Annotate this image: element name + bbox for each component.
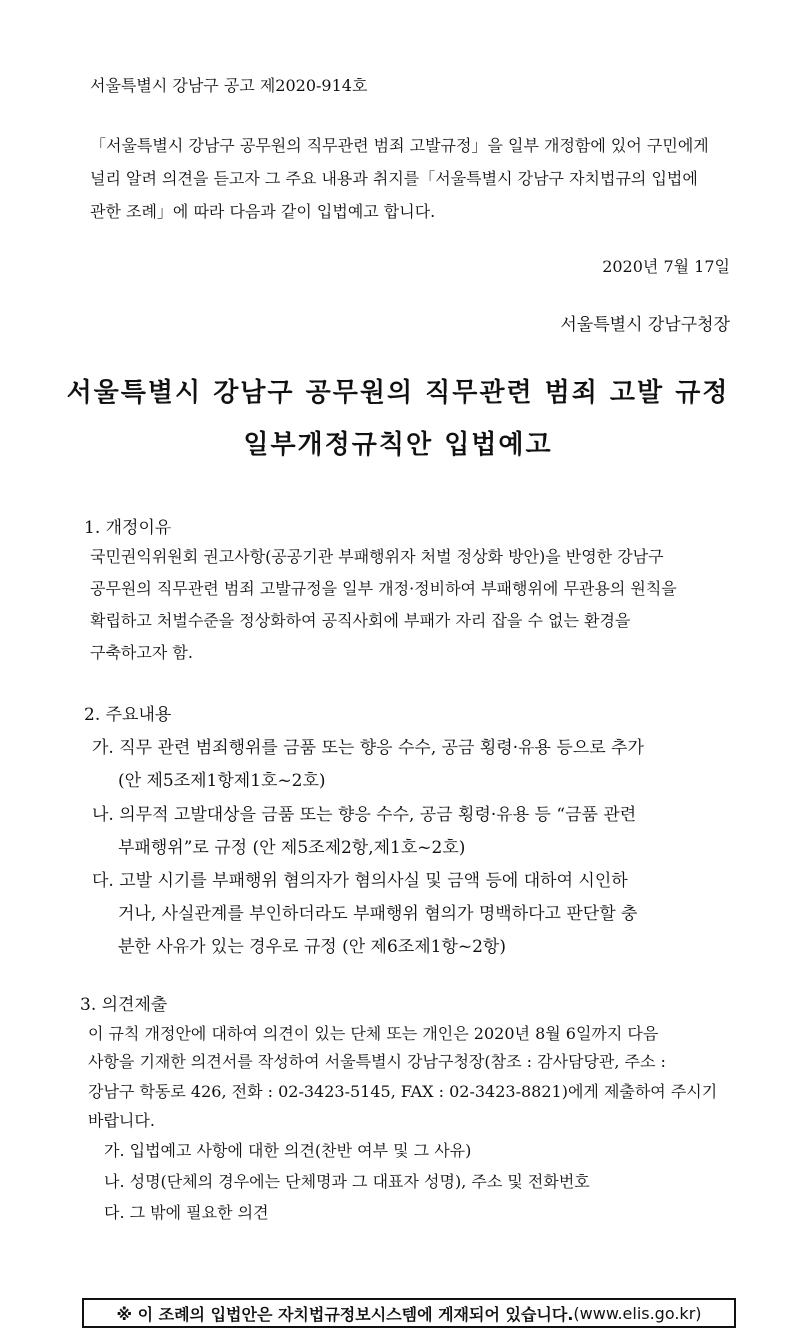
opinion-line: 사항을 기재한 의견서를 작성하여 서울특별시 강남구청장(참조 : 감사담당관, 주소 : bbox=[88, 1052, 666, 1071]
opinion-line: 강남구 학동로 426, 전화 : 02-3423-5145, FAX : 02-3423-8821)에게 제출하여 주시기 bbox=[88, 1082, 718, 1101]
document-title-line1: 서울특별시 강남구 공무원의 직무관련 범죄 고발 규정 bbox=[66, 378, 730, 408]
reason-line: 확립하고 처벌수준을 정상화하여 공직사회에 부패가 자리 잡을 수 없는 환경을 bbox=[90, 611, 631, 630]
opinion-sub-item: 가. 입법예고 사항에 대한 의견(찬반 여부 및 그 사유) bbox=[104, 1141, 472, 1160]
opinion-sub-item: 다. 그 밖에 필요한 의견 bbox=[104, 1203, 269, 1222]
notice-number: 서울특별시 강남구 공고 제2020-914호 bbox=[90, 76, 368, 95]
footer-url: (www.elis.go.kr) bbox=[573, 1303, 702, 1323]
intro-line: 관한 조례」에 따라 다음과 같이 입법예고 합니다. bbox=[90, 202, 436, 221]
opinion-sub-item: 나. 성명(단체의 경우에는 단체명과 그 대표자 성명), 주소 및 전화번호 bbox=[104, 1172, 590, 1191]
footer-note: ※ 이 조례의 입법안은 자치법규정보시스템에 게재되어 있습니다. bbox=[116, 1304, 574, 1324]
opinion-line: 이 규칙 개정안에 대하여 의견이 있는 단체 또는 개인은 2020년 8월 6일까지 다음 bbox=[88, 1024, 659, 1043]
intro-line: 「서울특별시 강남구 공무원의 직무관련 범죄 고발규정」을 일부 개정함에 있어 구민에게 bbox=[90, 136, 709, 155]
main-content-item-line: 가. 직무 관련 범죄행위를 금품 또는 향응 수수, 공금 횡령·유용 등으로 추가 bbox=[92, 738, 644, 758]
main-content-item-line: 다. 고발 시기를 부패행위 혐의자가 혐의사실 및 금액 등에 대하여 시인하 bbox=[92, 871, 628, 891]
section-heading-main-content: 2. 주요내용 bbox=[84, 705, 172, 725]
main-content-item-line: 분한 사유가 있는 경우로 규정 (안 제6조제1항~2항) bbox=[118, 937, 506, 957]
intro-line: 널리 알려 의견을 듣고자 그 주요 내용과 취지를「서울특별시 강남구 자치법규의 입법에 bbox=[90, 169, 698, 188]
main-content-item-line: 나. 의무적 고발대상을 금품 또는 향응 수수, 공금 횡령·유용 등 “금품 관련 bbox=[92, 805, 637, 825]
reason-line: 공무원의 직무관련 범죄 고발규정을 일부 개정·정비하여 부패행위에 무관용의 원칙을 bbox=[90, 579, 677, 598]
notice-date: 2020년 7월 17일 bbox=[602, 257, 730, 276]
reason-line: 구축하고자 함. bbox=[90, 643, 193, 662]
footer-notice-box bbox=[82, 1298, 736, 1328]
main-content-item-line: 거나, 사실관계를 부인하더라도 부패행위 혐의가 명백하다고 판단할 충 bbox=[118, 904, 638, 924]
document-title-line2: 일부개정규칙안 입법예고 bbox=[243, 430, 553, 460]
issuer-name: 서울특별시 강남구청장 bbox=[560, 315, 730, 335]
main-content-item-line: (안 제5조제1항제1호~2호) bbox=[118, 771, 326, 791]
section-heading-opinion: 3. 의견제출 bbox=[80, 995, 168, 1015]
section-heading-reason: 1. 개정이유 bbox=[84, 518, 172, 538]
opinion-line: 바랍니다. bbox=[88, 1111, 155, 1130]
main-content-item-line: 부패행위”로 규정 (안 제5조제2항,제1호~2호) bbox=[118, 838, 466, 858]
reason-line: 국민권익위원회 권고사항(공공기관 부패행위자 처벌 정상화 방안)을 반영한 강남구 bbox=[90, 547, 664, 566]
